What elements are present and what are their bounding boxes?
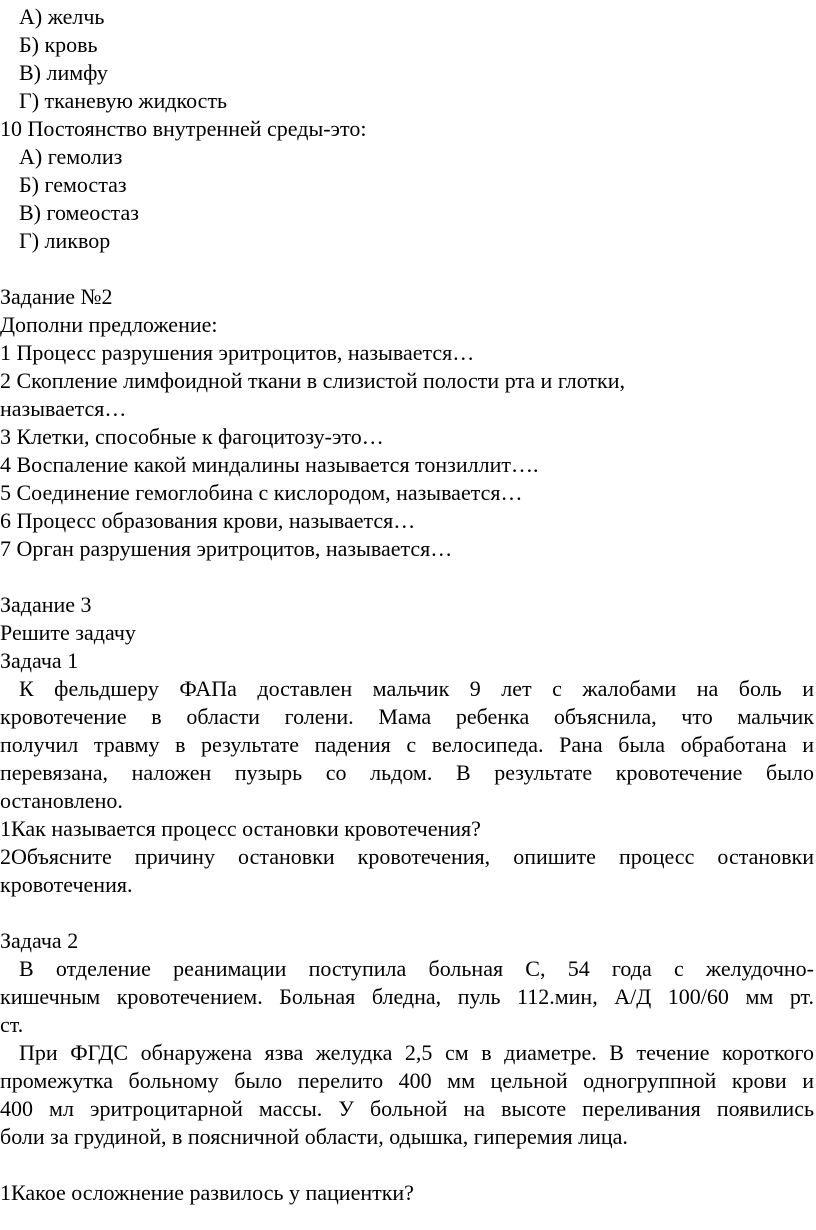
- q9-option-b: Б) кровь: [19, 32, 98, 57]
- task2-sentence-2-cont: называется…: [0, 396, 127, 421]
- problem1-text-line: кровотечение в области голени. Мама ребенка объяснила, что мальчик: [0, 704, 814, 729]
- problem1-title: Задача 1: [0, 648, 79, 673]
- problem2-text-line: В отделение реанимации поступила больная С, 54 года с желудочно-: [19, 956, 814, 981]
- problem2-question-1: 1Какое осложнение развилось у пациентки?: [0, 1180, 414, 1205]
- q9-option-c: В) лимфу: [19, 60, 108, 85]
- task2-sentence-7: 7 Орган разрушения эритроцитов, называется…: [0, 536, 453, 561]
- task2-sentence-5: 5 Соединение гемоглобина с кислородом, называется…: [0, 480, 523, 505]
- task2-sentence-3: 3 Клетки, способные к фагоцитозу-это…: [0, 424, 384, 449]
- problem1-text-line: перевязана, наложен пузырь со льдом. В результате кровотечение было: [0, 760, 814, 785]
- problem2-text-line: боли за грудиной, в поясничной области, одышка, гиперемия лица.: [0, 1124, 628, 1149]
- task2-instruction: Дополни предложение:: [0, 312, 218, 337]
- problem2-text-line: промежутка больному было перелито 400 мм цельной одногруппной крови и: [0, 1068, 814, 1093]
- q10-option-b: Б) гемостаз: [19, 172, 127, 197]
- task2-sentence-6: 6 Процесс образования крови, называется…: [0, 508, 416, 533]
- problem1-question-2: 2Объясните причину остановки кровотечения, опишите процесс остановки: [0, 844, 814, 869]
- task3-title: Задание 3: [0, 592, 92, 617]
- problem1-text-line: К фельдшеру ФАПа доставлен мальчик 9 лет с жалобами на боль и: [19, 676, 814, 701]
- problem2-text-line: кишечным кровотечением. Больная бледна, пуль 112.мин, А/Д 100/60 мм рт.: [0, 984, 814, 1009]
- problem2-text-line: 400 мл эритроцитарной массы. У больной на высоте переливания появились: [0, 1096, 814, 1121]
- task3-instruction: Решите задачу: [0, 620, 136, 645]
- problem1-question-1: 1Как называется процесс остановки кровотечения?: [0, 816, 481, 841]
- problem1-question-2-cont: кровотечения.: [0, 872, 133, 897]
- q10-question: 10 Постоянство внутренней среды-это:: [0, 116, 367, 141]
- problem2-text-line: При ФГДС обнаружена язва желудка 2,5 см в диаметре. В течение короткого: [19, 1040, 814, 1065]
- q10-option-d: Г) ликвор: [19, 228, 111, 253]
- task2-title: Задание №2: [0, 284, 113, 309]
- problem2-text-line: ст.: [0, 1012, 24, 1037]
- q9-option-d: Г) тканевую жидкость: [19, 88, 228, 113]
- problem2-title: Задача 2: [0, 928, 79, 953]
- q10-option-a: А) гемолиз: [19, 144, 123, 169]
- q9-option-a: А) желчь: [19, 4, 105, 29]
- task2-sentence-2: 2 Скопление лимфоидной ткани в слизистой полости рта и глотки,: [0, 368, 625, 393]
- task2-sentence-1: 1 Процесс разрушения эритроцитов, называется…: [0, 340, 475, 365]
- q10-option-c: В) гомеостаз: [19, 200, 139, 225]
- task2-sentence-4: 4 Воспаление какой миндалины называется тонзиллит….: [0, 452, 539, 477]
- problem1-text-line: получил травму в результате падения с велосипеда. Рана была обработана и: [0, 732, 814, 757]
- problem1-text-line: остановлено.: [0, 788, 123, 813]
